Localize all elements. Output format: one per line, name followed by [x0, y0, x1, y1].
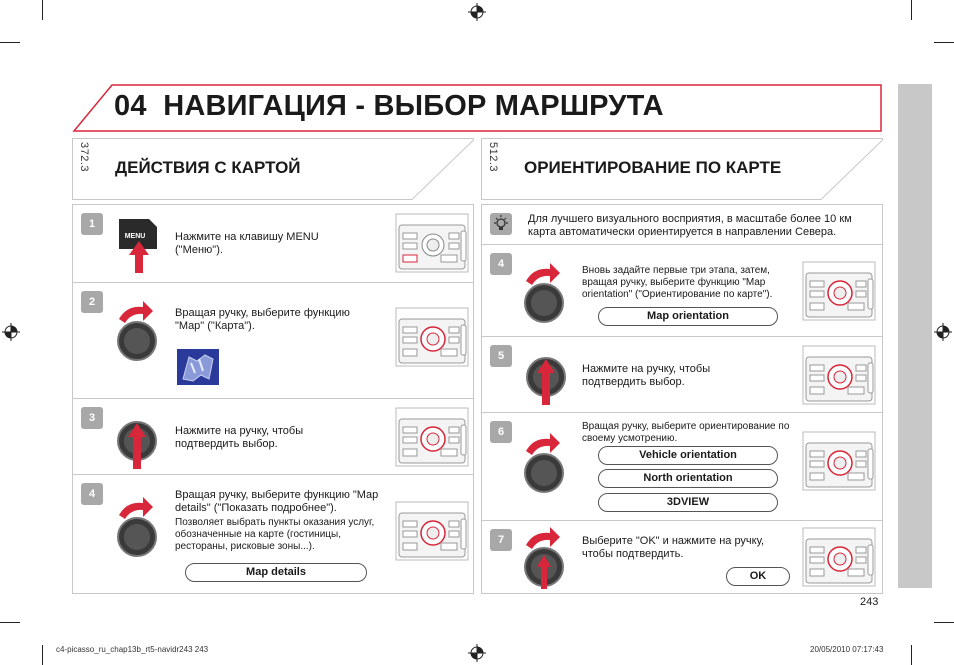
crop-mark: [42, 645, 43, 665]
rotate-knob-icon: [520, 261, 584, 325]
step-row: [73, 399, 473, 475]
section-code: 372.3: [78, 142, 90, 173]
crop-mark: [0, 622, 20, 623]
step-row: [482, 521, 882, 593]
crop-mark: [934, 622, 954, 623]
tip-row: [482, 205, 882, 245]
step-text: Вращая ручку, выберите функцию "Map" ("Карта").: [175, 307, 350, 332]
page-number: 243: [860, 596, 879, 608]
step-note: Позволяет выбрать пункты оказания услуг, обозначенные на карте (гостиницы, рестораны, рисковые зоны...).: [175, 517, 375, 552]
map-icon: [177, 349, 219, 385]
crop-mark: [0, 42, 20, 43]
press-knob-icon: [522, 343, 586, 407]
step-text: Нажмите на ручку, чтобы подтвердить выбор.: [175, 425, 304, 450]
step-number: 2: [81, 291, 103, 313]
radio-unit-icon: [395, 305, 469, 369]
step-number: 1: [81, 213, 103, 235]
page-title: 04 НАВИГАЦИЯ - ВЫБОР МАРШРУТА: [114, 90, 664, 122]
registration-mark-icon: [468, 644, 486, 662]
footer-filename: c4-picasso_ru_chap13b_rt5-navidr243 243: [56, 645, 209, 654]
footer-timestamp: 20/05/2010 07:17:43: [810, 645, 884, 654]
radio-unit-icon: [802, 259, 876, 323]
crop-mark: [42, 0, 43, 20]
rotate-knob-icon: [520, 431, 584, 495]
press-knob-icon: [113, 407, 177, 471]
step-text: Вращая ручку, выберите функцию "Map details" ("Показать подробнее").: [175, 489, 379, 514]
step-number: 7: [490, 529, 512, 551]
svg-text:MENU: MENU: [124, 233, 146, 240]
section-title: ОРИЕНТИРОВАНИЕ ПО КАРТЕ: [524, 158, 782, 177]
step-row: [73, 475, 473, 593]
radio-unit-icon: [395, 211, 469, 275]
registration-mark-icon: [2, 323, 20, 341]
rotate-press-knob-icon: [520, 525, 584, 589]
step-number: 3: [81, 407, 103, 429]
vehicle-orientation-option[interactable]: Vehicle orientation: [598, 446, 778, 465]
crop-mark: [911, 0, 912, 20]
step-row: [482, 245, 882, 337]
menu-key-icon: [109, 211, 173, 275]
right-section-header: [481, 138, 883, 200]
left-steps-panel: [72, 204, 474, 594]
right-steps-panel: [481, 204, 883, 594]
chapter-header: [72, 84, 882, 132]
lightbulb-icon: [490, 213, 512, 235]
step-number: 4: [490, 253, 512, 275]
step-row: [482, 413, 882, 521]
side-tab: [898, 84, 932, 588]
map-details-button[interactable]: Map details: [185, 563, 367, 582]
step-row: [482, 337, 882, 413]
step-text: Выберите "OK" и нажмите на ручку, чтобы подтвердить.: [582, 535, 765, 560]
step-number: 6: [490, 421, 512, 443]
rotate-knob-icon: [113, 299, 177, 363]
section-title: ДЕЙСТВИЯ С КАРТОЙ: [115, 158, 301, 177]
north-orientation-option[interactable]: North orientation: [598, 469, 778, 488]
left-section-header: [72, 138, 474, 200]
tip-text: Для лучшего визуального восприятия, в масштабе более 10 км карта автоматически ориентируется в направлении Севера.: [528, 213, 852, 238]
radio-unit-icon: [802, 525, 876, 589]
radio-unit-icon: [802, 343, 876, 407]
step-text: Вновь задайте первые три этапа, затем, вращая ручку, выберите функцию "Map orientation" ("Ориентирование по карте").: [582, 265, 773, 300]
ok-button[interactable]: OK: [726, 567, 790, 586]
step-number: 4: [81, 483, 103, 505]
3dview-option[interactable]: 3DVIEW: [598, 493, 778, 512]
map-orientation-button[interactable]: Map orientation: [598, 307, 778, 326]
radio-unit-icon: [802, 429, 876, 493]
registration-mark-icon: [934, 323, 952, 341]
step-row: [73, 283, 473, 399]
rotate-knob-icon: [113, 495, 177, 559]
step-number: 5: [490, 345, 512, 367]
step-row: [73, 205, 473, 283]
section-code: 512.3: [487, 142, 499, 173]
crop-mark: [934, 42, 954, 43]
radio-unit-icon: [395, 499, 469, 563]
radio-unit-icon: [395, 405, 469, 469]
crop-mark: [911, 645, 912, 665]
registration-mark-icon: [468, 3, 486, 21]
step-text: Нажмите на ручку, чтобы подтвердить выбор.: [582, 363, 711, 388]
step-text: Нажмите на клавишу MENU ("Меню").: [175, 231, 319, 256]
step-text: Вращая ручку, выберите ориентирование по своему усмотрению.: [582, 421, 790, 444]
